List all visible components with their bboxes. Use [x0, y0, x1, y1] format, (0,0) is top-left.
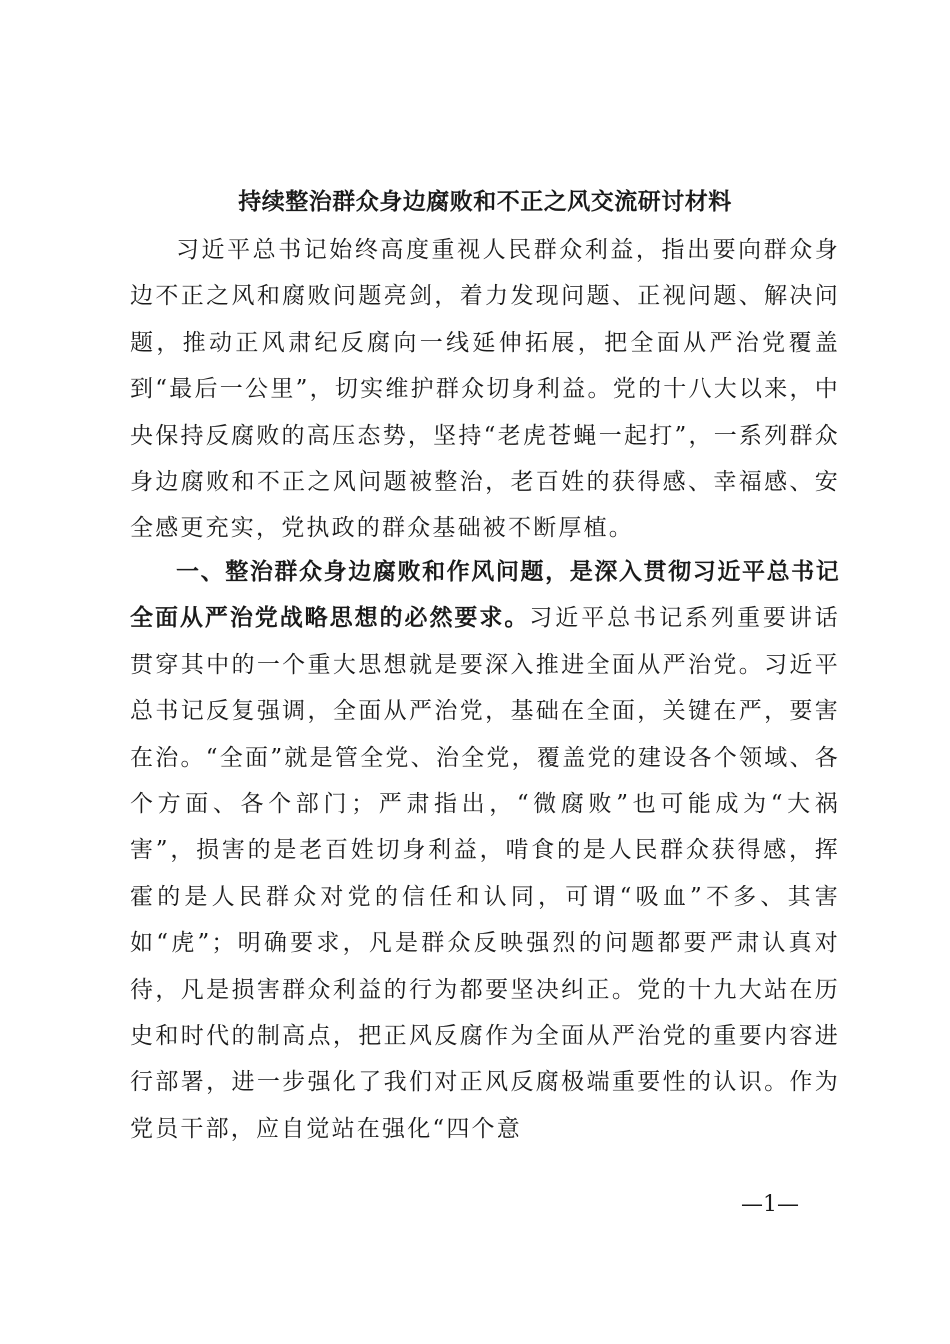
intro-paragraph: 习近平总书记始终高度重视人民群众利益，指出要向群众身边不正之风和腐败问题亮剑，着力发现问题、正视问题、解决问题，推动正风肃纪反腐向一线延伸拓展，把全面从严治党覆盖到“最后一公里”，切实维护群众切身利益。党的十八大以来，中央保持反腐败的高压态势，坚持“老虎苍蝇一起打”，一系列群众身边腐败和不正之风问题被整治，老百姓的获得感、幸福感、安全感更充实，党执政的群众基础被不断厚植。 [130, 237, 840, 542]
section-one-paragraph [130, 549, 840, 1152]
document-title: 持续整治群众身边腐败和不正之风交流研讨材料 [238, 188, 732, 215]
section-one-heading: 一、整治群众身边腐败和作风问题，是深入贯彻习近平总书记全面从严治党战略思想的必然要求。 [130, 559, 840, 632]
page-number: —1— [741, 1192, 799, 1217]
section-one-body: 习近平总书记系列重要讲话贯穿其中的一个重大思想就是要深入推进全面从严治党。习近平总书记反复强调，全面从严治党，基础在全面，关键在严，要害在治。“全面”就是管全党、治全党，覆盖党的建设各个领域、各个方面、各个部门；严肃指出，“微腐败”也可能成为“大祸害”，损害的是老百姓切身利益，啃食的是人民群众获得感，挥霍的是人民群众对党的信任和认同，可谓“吸血”不多、其害如“虎”；明确要求，凡是群众反映强烈的问题都要严肃认真对待，凡是损害群众利益的行为都要坚决纠正。党的十九大站在历史和时代的制高点，把正风反腐作为全面从严治党的重要内容进行部署，进一步强化了我们对正风反腐极端重要性的认识。作为党员干部，应自觉站在强化“四个意 [130, 605, 841, 1142]
